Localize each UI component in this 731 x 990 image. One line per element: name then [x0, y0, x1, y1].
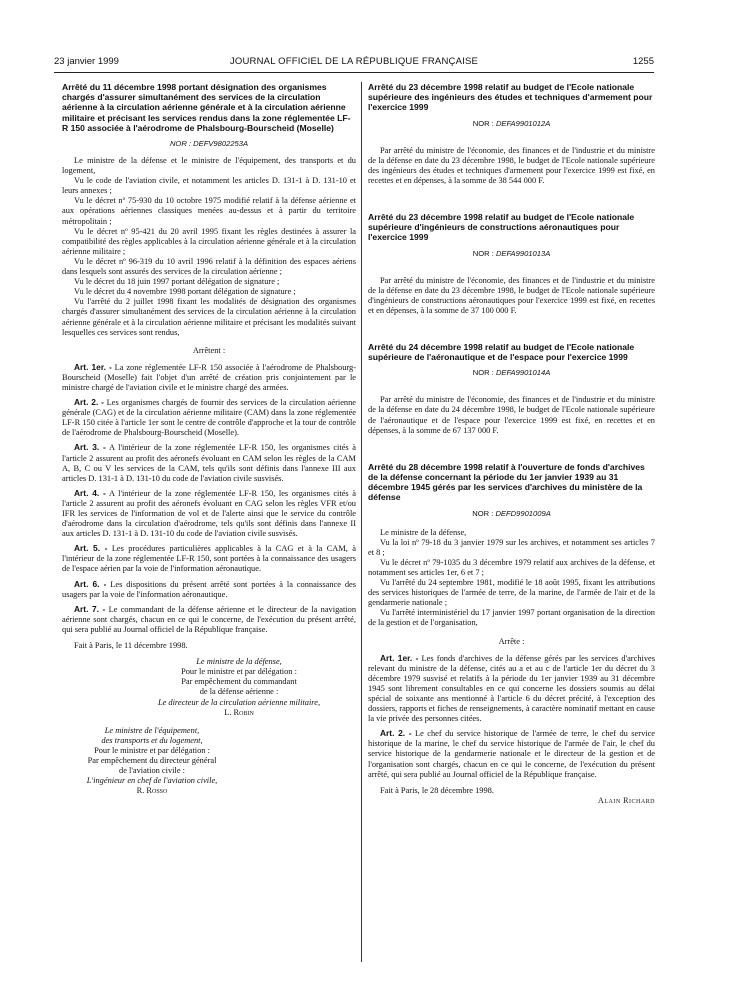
journal-title: JOURNAL OFFICIEL DE LA RÉPUBLIQUE FRANÇAISE	[229, 56, 479, 67]
decree-body: Par arrêté du ministre de l'économie, des finances et de l'industrie et du ministre de la défense en date du 23 décembre 1998, le budget de l'Ecole nationale supérieure des ingénieurs des études et techniques d'armement pour l'exercice 1999 est fixé, en recettes et en dépenses, à la somme de 38 544 000 F.	[368, 145, 655, 185]
budget-decree-2	[368, 212, 655, 316]
sig-line: L'ingénieur en chef de l'aviation civile,	[86, 776, 218, 786]
visa: Vu le décret nº 96-319 du 10 avril 1996 relatif à la définition des espaces aériens dans lesquels sont assurés des services de la circulation aérienne ;	[62, 256, 356, 277]
budget-decree-3	[368, 342, 655, 436]
sig-line: des transports et du logement,	[101, 735, 203, 745]
signature-block-defense	[62, 657, 356, 718]
decree-title: Arrêté du 23 décembre 1998 relatif au budget de l'Ecole nationale supérieure des ingénieurs des études et techniques d'armement pour l'exercice 1999	[368, 82, 653, 113]
article: Art. 1er. - La zone réglementée LF-R 150 associée à l'aérodrome de Phalsbourg-Bourscheid (Moselle) fait l'objet d'un arrêté de création pris conjointement par le ministre chargé de l'aviation civile et le ministre chargé des armées.	[62, 361, 357, 392]
sig-line: Par empêchement du commandant	[181, 677, 297, 687]
decree-title: Arrêté du 28 décembre 1998 relatif à l'ouverture de fonds d'archives de la défense concernant la période du 1er janvier 1939 au 31 décembre 1945 gérés par les services d'archives du ministère de la défense	[368, 461, 645, 503]
archives-decree	[368, 462, 655, 805]
header-date: 23 janvier 1999	[54, 56, 119, 67]
visa: Vu le code de l'aviation civile, et notamment les articles D. 131-1 à D. 131-10 et leurs annexes ;	[62, 176, 356, 196]
sig-line: Pour le ministre et par délégation :	[181, 667, 297, 677]
visa: Vu l'arrêté du 2 juillet 1998 fixant les modalités de désignation des organismes chargés d'assurer simultanément des services de la circulation aérienne à la circulation aérienne générale et à la circulation aérienne militaire et précisant les modalités suivant lesquelles ces services sont rendus,	[62, 297, 356, 337]
sig-line: Le ministre de la défense,	[196, 657, 282, 667]
visa: Vu le décret nº 95-421 du 20 avril 1995 fixant les règles destinées à assurer la compatibilité des règles applicables à la circulation aérienne générale et à la circulation aérienne militaire ;	[62, 226, 356, 256]
right-column	[368, 82, 655, 805]
sig-line: Le ministre de l'équipement,	[104, 725, 200, 735]
sig-line: Pour le ministre et par délégation :	[94, 745, 210, 755]
nor-ref: NOR : DEFA9901013A	[472, 248, 551, 258]
arrete: Arrête :	[498, 636, 525, 646]
arretent: Arrêtent :	[192, 345, 226, 355]
decree-body: Par arrêté du ministre de l'économie, des finances et de l'industrie et du ministre de la défense en date du 23 décembre 1998, le budget de l'Ecole nationale supérieure d'ingénieurs de constructions aéronautiques pour l'exercice 1999 est fixé, en recettes et en dépenses, à la somme de 37 100 000 F.	[368, 275, 655, 315]
visa: Vu le décret nº 75-930 du 10 octobre 1975 modifié relatif à la défense aérienne et aux opérations aériennes classiques menées au-dessus et à partir du territoire métropolitain ;	[62, 196, 356, 226]
visa: Vu le décret du 4 novembre 1998 portant délégation de signature ;	[74, 287, 296, 297]
article: Art. 1er. - Les fonds d'archives de la défense gérés par les services d'archives relevant du ministre de la défense, cités au a et au c de l'article 1er du décret du 3 décembre 1979 susvisé et relatifs à la période du 1er janvier 1939 au 31 décembre 1945 sont librement consultables en ce qui concerne les dossiers soumis au délai spécial de soixante ans mentionné à l'article 6 du décret précité, à l'exception des dossiers, rapports et fiches de renseignements, à caractère nominatif mettant en cause la vie privée des personnes citées.	[368, 652, 655, 724]
nor-ref: NOR : DEFA9901012A	[472, 118, 551, 128]
page-header	[54, 56, 654, 70]
visa: Le ministre de la défense,	[380, 527, 467, 537]
visa: Vu l'arrêté du 24 septembre 1981, modifié le 18 août 1995, fixant les attributions des services historiques de l'armée de terre, de la marine, de l'armée de l'air et de la gendarmerie nationale ;	[368, 578, 655, 608]
budget-decree-1	[368, 82, 655, 186]
article: Art. 2. - Le chef du service historique de l'armée de terre, le chef du service historique de la marine, le chef du service historique de l'armée de l'air, le chef du service historique de la gendarmerie nationale et le directeur de la gestion et de l'organisation sont chargés, chacun en ce qui le concerne, de l'exécution du présent arrêté, qui sera publié au Journal officiel de la République française.	[368, 728, 656, 779]
fait-a-paris: Fait à Paris, le 28 décembre 1998.	[380, 785, 494, 795]
visa: Le ministre de la défense et le ministre de l'équipement, des transports et du logement,	[62, 156, 356, 176]
left-column	[62, 82, 356, 796]
signatory-name: Alain Richard	[598, 795, 655, 805]
decree-title: Arrêté du 23 décembre 1998 relatif au budget de l'Ecole nationale supérieure d'ingénieurs de constructions aéronautiques pour l'exercice 1999	[368, 211, 635, 243]
article: Art. 5. - Les procédures particulières applicables à la CAG et à la CAM, à l'intérieur de la zone réglementée LF-R 150, sont portées à la connaissance des usagers de l'espace aérien par la voie de l'information aéronautique.	[62, 543, 356, 574]
visa: Vu l'arrêté interministériel du 17 janvier 1997 portant organisation de la direction de la gestion et de l'organisation,	[368, 608, 655, 628]
header-rule	[54, 72, 654, 73]
nor-ref: NOR : DEFA9901014A	[472, 368, 551, 378]
visa: Vu le décret du 18 juin 1997 portant délégation de signature ;	[74, 277, 280, 287]
article: Art. 2. - Les organismes chargés de fournir des services de la circulation aérienne générale (CAG) et de la circulation aérienne militaire (CAM) dans la zone réglementée LF-R 150 citée à l'article 1er sont le centre de contrôle d'approche et la tour de contrôle de l'aérodrome de Phalsbourg-Bourscheid (Moselle).	[62, 397, 357, 438]
page-number: 1255	[632, 56, 654, 67]
column-divider	[361, 82, 362, 962]
sig-line: Par empêchement du directeur général	[87, 755, 217, 765]
article: Art. 6. - Les dispositions du présent arrêté sont portées à la connaissance des usagers par la voie de l'information aéronautique.	[62, 578, 357, 599]
decree-body: Par arrêté du ministre de l'économie, des finances et de l'industrie et du ministre de la défense en date du 24 décembre 1998, le budget de l'Ecole nationale supérieure de l'aéronautique et de l'espace pour l'exercice 1999 est fixé, en recettes et en dépenses, à la somme de 67 137 000 F.	[368, 395, 655, 435]
fait-a-paris: Fait à Paris, le 11 décembre 1998.	[74, 641, 188, 651]
decree-title: Arrêté du 11 décembre 1998 portant désignation des organismes chargés d'assurer simultanément des services de la circulation aérienne à la circulation aérienne générale et à la circulation aérienne militaire et précisant les services rendus dans la zone réglementée LF-R 150 associée à l'aérodrome de Phalsbourg-Bourscheid (Moselle)	[62, 82, 351, 133]
sig-line: Le directeur de la circulation aérienne militaire,	[157, 697, 321, 707]
nor-ref: NOR : DEFV9802253A	[169, 139, 249, 149]
article: Art. 3. - A l'intérieur de la zone réglementée LF-R 150, les organismes cités à l'article 2 assurent au profit des aéronefs évoluant en CAM selon les règles de la CAM A, B, C ou V les services de la CAM, tels qu'ils sont définis dans l'annexe III aux articles D. 131-1 à D. 131-10 du code de l'aviation civile susvisés.	[62, 442, 356, 483]
decree-title: Arrêté du 24 décembre 1998 relatif au budget de l'Ecole nationale supérieure de l'aéronautique et de l'espace pour l'exercice 1999	[368, 341, 635, 363]
visa: Vu la loi nº 79-18 du 3 janvier 1979 sur les archives, et notamment ses articles 7 et 8 ;	[368, 537, 655, 557]
visa: Vu le décret nº 79-1035 du 3 décembre 1979 relatif aux archives de la défense, et notamment ses articles 1er, 6 et 7 ;	[368, 557, 655, 577]
article: Art. 7. - Le commandant de la défense aérienne et le directeur de la navigation aérienne sont chargés, chacun en ce qui le concerne, de l'exécution du présent arrêté, qui sera publié au Journal officiel de la République française.	[62, 603, 357, 634]
signatory-name: R. Rosso	[136, 786, 168, 796]
sig-line: de la défense aérienne :	[199, 687, 279, 697]
article: Art. 4. - A l'intérieur de la zone réglementée LF-R 150, les organismes cités à l'article 2 assurent au profit des aéronefs évoluant en CAG selon les règles VFR et/ou IFR les services de l'information de vol et de l'alerte ainsi que le service du contrôle d'aérodrome dans la circulation d'aérodrome, tels qu'ils sont définis dans l'annexe II aux articles D. 131-1 à D. 131-10 du code de l'aviation civile susvisés.	[62, 487, 356, 539]
signatory-name: L. Robin	[224, 707, 254, 717]
sig-line: de l'aviation civile :	[119, 766, 185, 776]
signature-block-equipement	[62, 726, 242, 797]
nor-ref: NOR : DEFD9901009A	[472, 508, 551, 518]
